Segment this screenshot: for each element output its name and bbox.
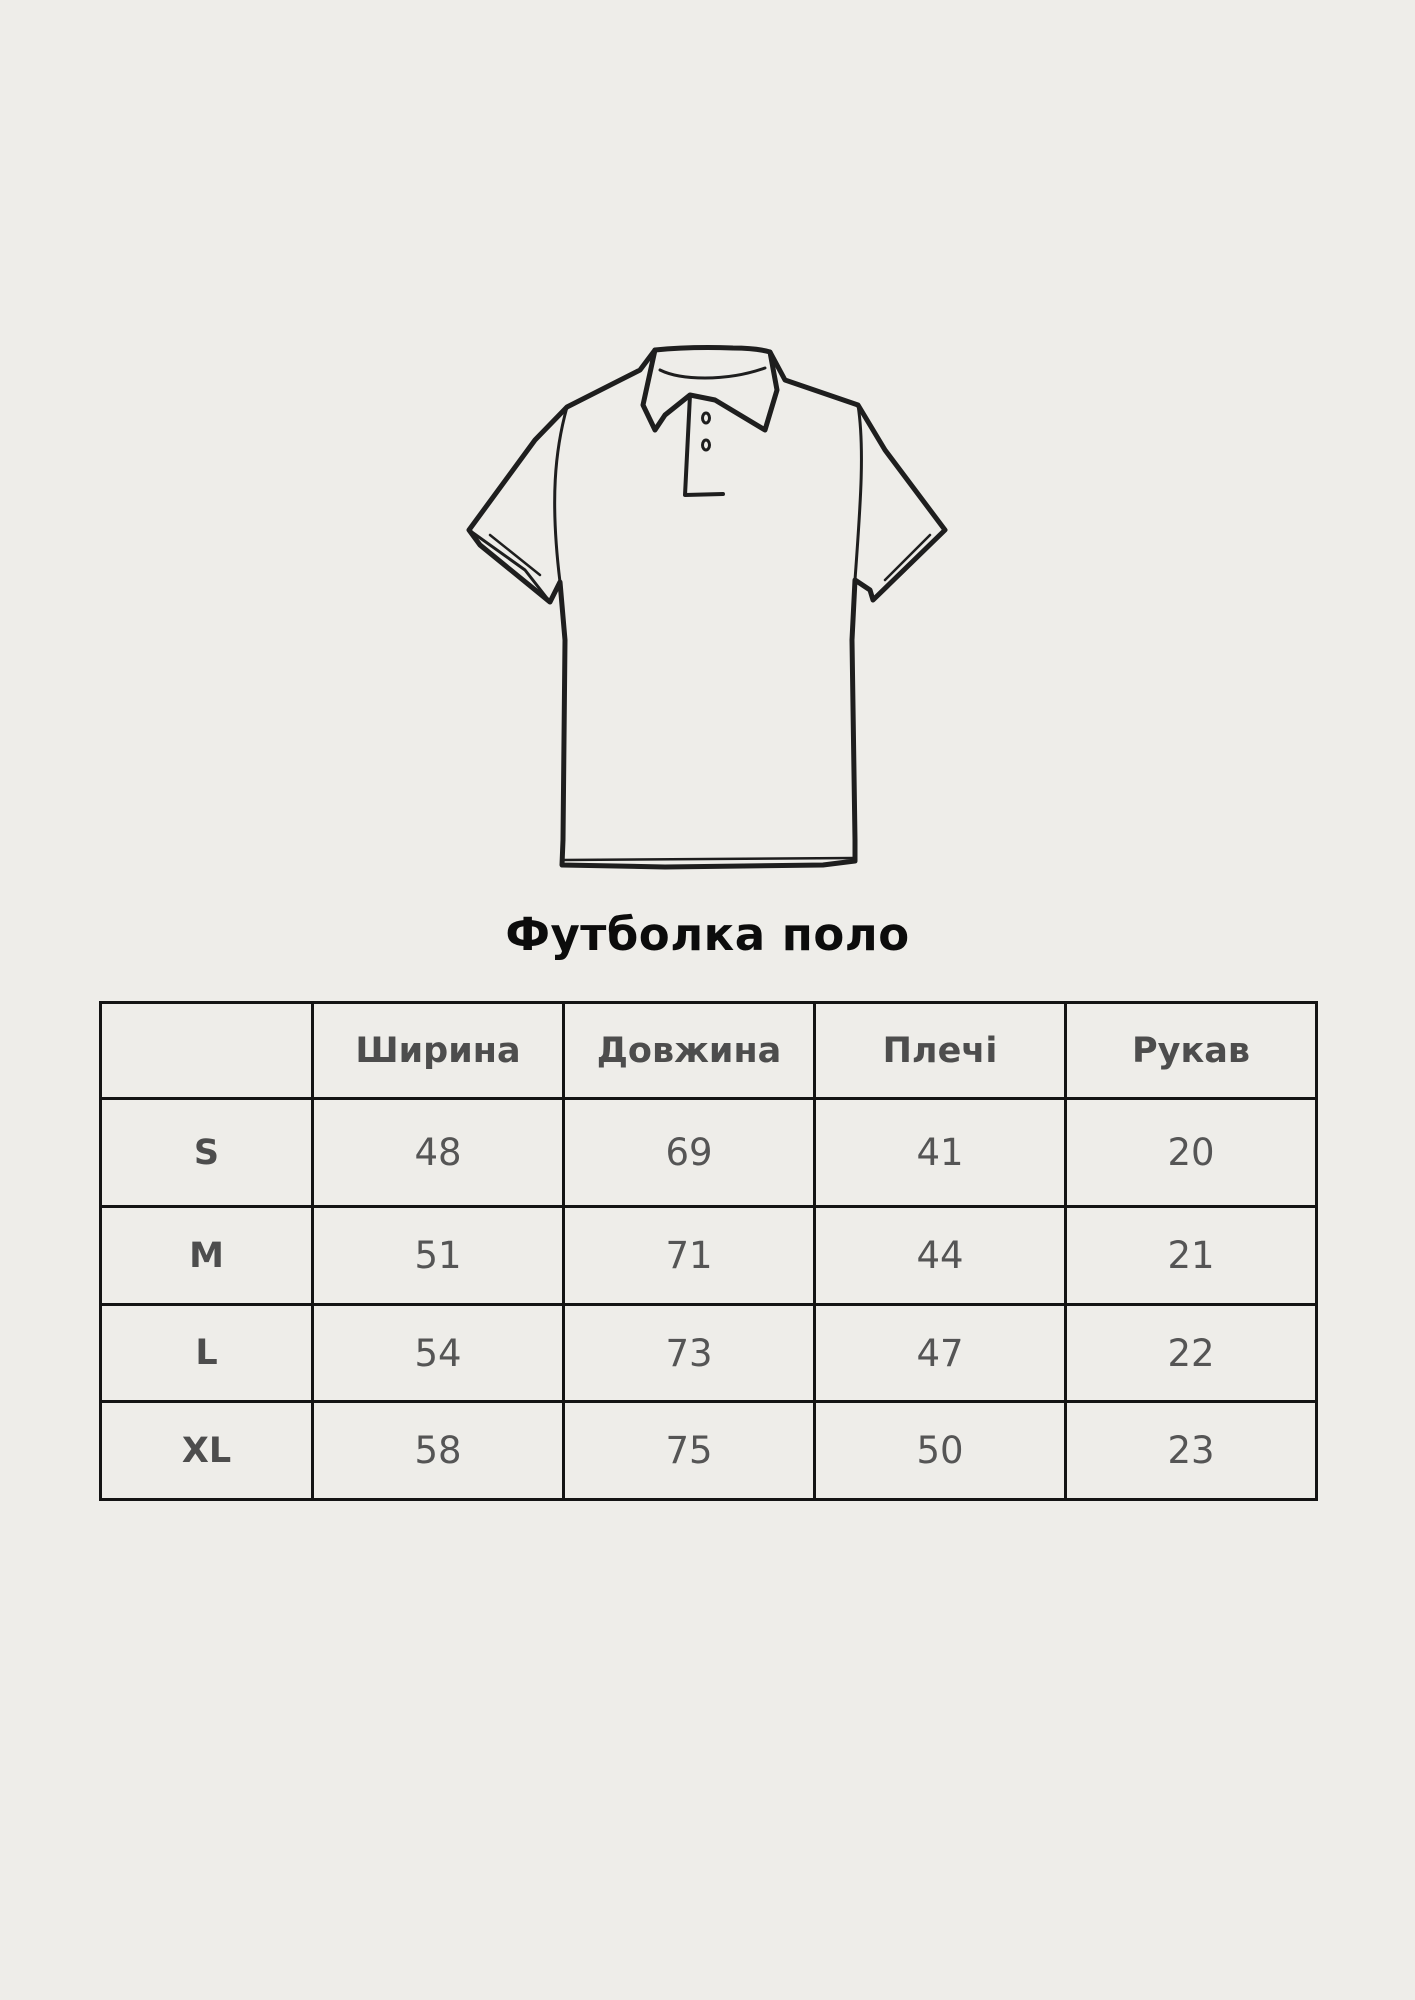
table-cell: 58 [313, 1402, 564, 1500]
page-title: Футболка поло [505, 908, 910, 961]
table-row [101, 1099, 1317, 1207]
table-cell: 51 [313, 1207, 564, 1305]
table-cell: 73 [564, 1305, 815, 1402]
table-row [101, 1305, 1317, 1402]
table-cell: 75 [564, 1402, 815, 1500]
header-cell-shoulders: Плечі [815, 1003, 1066, 1099]
header-cell-empty [101, 1003, 313, 1099]
size-label: L [101, 1305, 313, 1402]
header-cell-sleeve: Рукав [1066, 1003, 1317, 1099]
size-label: XL [101, 1402, 313, 1500]
table-cell: 69 [564, 1099, 815, 1207]
size-label: M [101, 1207, 313, 1305]
table-row [101, 1207, 1317, 1305]
table-cell: 50 [815, 1402, 1066, 1500]
table-cell: 54 [313, 1305, 564, 1402]
size-label: S [101, 1099, 313, 1207]
table-cell: 44 [815, 1207, 1066, 1305]
table-cell: 47 [815, 1305, 1066, 1402]
table-cell: 21 [1066, 1207, 1317, 1305]
table-header-row [101, 1003, 1317, 1099]
table-cell: 20 [1066, 1099, 1317, 1207]
table-cell: 41 [815, 1099, 1066, 1207]
polo-shirt-illustration [465, 340, 950, 875]
header-cell-length: Довжина [564, 1003, 815, 1099]
header-cell-width: Ширина [313, 1003, 564, 1099]
table-row [101, 1402, 1317, 1500]
table-cell: 71 [564, 1207, 815, 1305]
table-cell: 48 [313, 1099, 564, 1207]
size-table [99, 1001, 1318, 1501]
table-cell: 23 [1066, 1402, 1317, 1500]
table-cell: 22 [1066, 1305, 1317, 1402]
polo-shirt-icon [465, 340, 950, 875]
